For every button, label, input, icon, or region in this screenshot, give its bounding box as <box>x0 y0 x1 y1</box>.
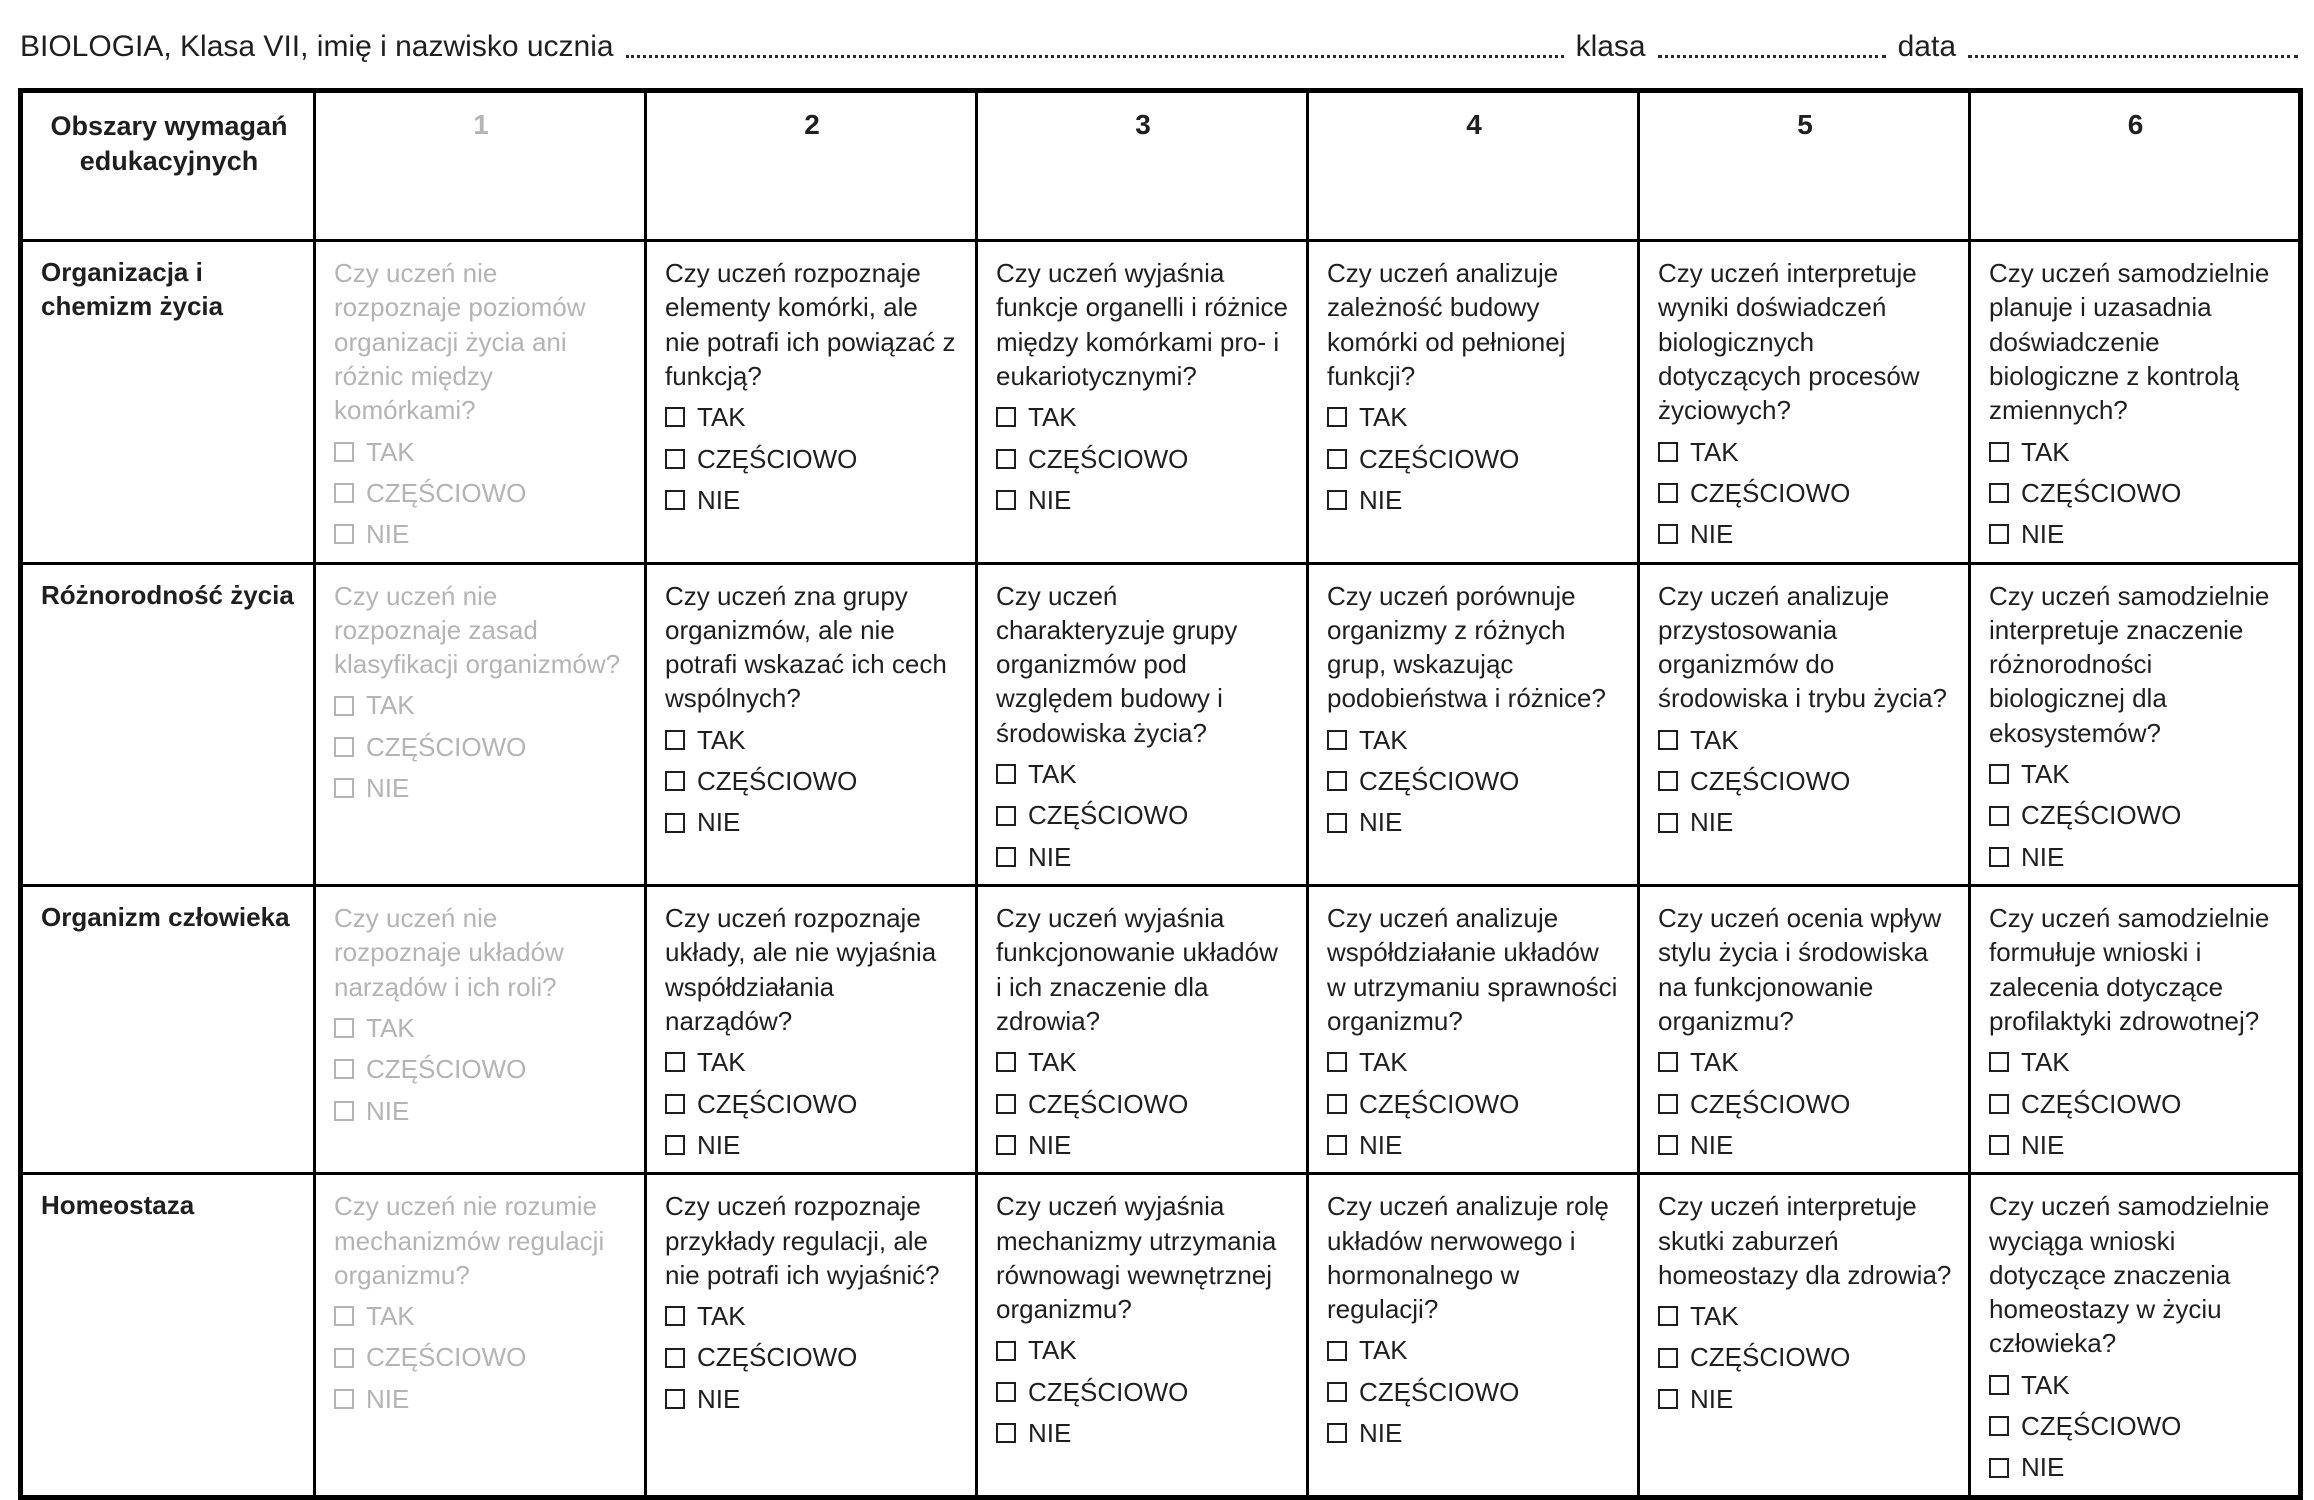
checkbox-option-czesciowo <box>1658 764 1952 798</box>
checkbox-czesciowo[interactable] <box>1658 771 1678 791</box>
criterion-cell <box>1308 1174 1639 1498</box>
checkbox-nie[interactable] <box>665 490 685 510</box>
checkbox-label: CZĘŚCIOWO <box>1359 1376 1520 1407</box>
checkbox-nie[interactable] <box>665 1135 685 1155</box>
checkbox-label: NIE <box>2021 1452 2065 1483</box>
checkbox-option-tak <box>334 688 628 722</box>
cell-question: Czy uczeń analizuje współdziałanie układów w utrzymaniu sprawności organizmu? <box>1327 903 1618 1036</box>
checkbox-tak <box>334 696 354 716</box>
checkbox-label: CZĘŚCIOWO <box>366 731 527 762</box>
checkbox-tak[interactable] <box>665 407 685 427</box>
checkbox-tak[interactable] <box>996 1052 1016 1072</box>
checkbox-czesciowo[interactable] <box>665 771 685 791</box>
checkbox-option-nie <box>1327 805 1621 839</box>
checkbox-option-czesciowo <box>334 476 628 510</box>
checkbox-label: CZĘŚCIOWO <box>2021 800 2182 831</box>
checkbox-label: TAK <box>2021 1369 2070 1400</box>
checkbox-option-czesciowo <box>1327 442 1621 476</box>
checkbox-label: TAK <box>2021 759 2070 790</box>
checkbox-option-tak <box>996 1333 1290 1367</box>
checkbox-label: NIE <box>1028 841 1072 872</box>
checkbox-option-nie <box>665 1382 959 1416</box>
checkbox-czesciowo[interactable] <box>996 1382 1016 1402</box>
level-header-2: 2 <box>646 91 977 241</box>
checkbox-tak[interactable] <box>1658 442 1678 462</box>
checkbox-label: NIE <box>1690 807 1734 838</box>
checkbox-tak[interactable] <box>1989 442 2009 462</box>
level-header-1: 1 <box>315 91 646 241</box>
row-label: Organizacja i chemizm życia <box>21 241 315 564</box>
checkbox-option-nie <box>665 1128 959 1162</box>
cell-question: Czy uczeń samodzielnie formułuje wnioski i zalecenia dotyczące profilaktyki zdrowotnej? <box>1989 903 2270 1036</box>
checkbox-czesciowo[interactable] <box>665 449 685 469</box>
checkbox-nie[interactable] <box>1327 1423 1347 1443</box>
checkbox-label: CZĘŚCIOWO <box>1359 443 1520 474</box>
checkbox-option-nie <box>1658 517 1952 551</box>
checkbox-option-tak <box>334 1299 628 1333</box>
criterion-cell <box>1970 563 2301 886</box>
checkbox-option-tak <box>334 1011 628 1045</box>
criterion-cell <box>1970 1174 2301 1498</box>
cell-question: Czy uczeń nie rozumie mechanizmów regulacji organizmu? <box>334 1191 605 1290</box>
checkbox-option-czesciowo <box>1658 1340 1952 1374</box>
checkbox-label: CZĘŚCIOWO <box>1690 1088 1851 1119</box>
criterion-cell <box>1639 1174 1970 1498</box>
page-title: BIOLOGIA, Klasa VII, imię i nazwisko ucznia <box>20 30 614 63</box>
checkbox-option-nie <box>996 1128 1290 1162</box>
checkbox-nie <box>334 778 354 798</box>
checkbox-tak <box>334 442 354 462</box>
cell-question: Czy uczeń analizuje przystosowania organizmów do środowiska i trybu życia? <box>1658 580 1947 714</box>
checkbox-option-czesciowo <box>996 1087 1290 1121</box>
checkbox-option-nie <box>1989 1450 2282 1484</box>
checkbox-option-tak <box>665 1299 959 1333</box>
checkbox-tak[interactable] <box>1327 730 1347 750</box>
checkbox-tak[interactable] <box>996 764 1016 784</box>
checkbox-label: TAK <box>366 690 415 721</box>
checkbox-label: NIE <box>1028 1418 1072 1449</box>
criterion-cell <box>1970 886 2301 1174</box>
checkbox-tak[interactable] <box>1658 730 1678 750</box>
checkbox-label: TAK <box>1359 402 1408 433</box>
checkbox-label: NIE <box>1690 1129 1734 1160</box>
checkbox-tak[interactable] <box>1989 1375 2009 1395</box>
criterion-cell <box>1639 563 1970 886</box>
checkbox-option-tak <box>665 400 959 434</box>
checkbox-option-tak <box>1989 1368 2282 1402</box>
cell-question: Czy uczeń wyjaśnia funkcje organelli i różnice między komórkami pro- i eukariotycznymi? <box>996 258 1288 391</box>
checkbox-label: CZĘŚCIOWO <box>697 1342 858 1373</box>
checkbox-label: NIE <box>366 1383 410 1414</box>
checkbox-label: NIE <box>2021 519 2065 550</box>
checkbox-option-tak <box>996 400 1290 434</box>
checkbox-label: CZĘŚCIOWO <box>1359 766 1520 797</box>
criterion-cell <box>1308 563 1639 886</box>
checkbox-label: TAK <box>697 1047 746 1078</box>
checkbox-label: TAK <box>1690 1301 1739 1332</box>
checkbox-label: NIE <box>1359 1129 1403 1160</box>
cell-question: Czy uczeń interpretuje wyniki doświadczeń biologicznych dotyczących procesów życiowych? <box>1658 258 1920 426</box>
checkbox-tak[interactable] <box>665 730 685 750</box>
checkbox-label: CZĘŚCIOWO <box>1028 800 1189 831</box>
checkbox-option-czesciowo <box>1989 476 2282 510</box>
checkbox-label: TAK <box>366 1012 415 1043</box>
checkbox-option-czesciowo <box>1658 476 1952 510</box>
checkbox-option-nie <box>1989 840 2282 874</box>
checkbox-option-tak <box>665 723 959 757</box>
checkbox-option-tak <box>1658 435 1952 469</box>
level-header-3: 3 <box>977 91 1308 241</box>
klasa-label: klasa <box>1575 30 1646 63</box>
checkbox-nie[interactable] <box>1658 1135 1678 1155</box>
checkbox-option-czesciowo <box>1989 798 2282 832</box>
checkbox-label: CZĘŚCIOWO <box>2021 1411 2182 1442</box>
checkbox-label: CZĘŚCIOWO <box>366 1342 527 1373</box>
checkbox-nie[interactable] <box>1658 813 1678 833</box>
checkbox-label: CZĘŚCIOWO <box>1690 766 1851 797</box>
checkbox-label: CZĘŚCIOWO <box>1028 1088 1189 1119</box>
checkbox-label: CZĘŚCIOWO <box>697 766 858 797</box>
checkbox-option-czesciowo <box>996 798 1290 832</box>
checkbox-label: NIE <box>1359 484 1403 515</box>
checkbox-tak[interactable] <box>665 1052 685 1072</box>
checkbox-label: CZĘŚCIOWO <box>366 1054 527 1085</box>
checkbox-option-czesciowo <box>665 1340 959 1374</box>
checkbox-label: CZĘŚCIOWO <box>1690 477 1851 508</box>
checkbox-czesciowo[interactable] <box>665 1094 685 1114</box>
checkbox-label: NIE <box>2021 1129 2065 1160</box>
checkbox-nie[interactable] <box>665 1389 685 1409</box>
checkbox-option-tak <box>996 757 1290 791</box>
checkbox-nie[interactable] <box>1658 1389 1678 1409</box>
checkbox-label: CZĘŚCIOWO <box>1690 1342 1851 1373</box>
table-row <box>21 886 2301 1174</box>
checkbox-label: CZĘŚCIOWO <box>1028 1376 1189 1407</box>
checkbox-czesciowo <box>334 1059 354 1079</box>
criterion-cell <box>977 1174 1308 1498</box>
checkbox-tak[interactable] <box>1989 764 2009 784</box>
student-name-fill-line <box>626 55 1564 58</box>
criterion-cell <box>315 563 646 886</box>
checkbox-nie <box>334 524 354 544</box>
checkbox-option-nie <box>1327 1416 1621 1450</box>
checkbox-label: NIE <box>1028 484 1072 515</box>
checkbox-label: TAK <box>1690 1047 1739 1078</box>
checkbox-label: CZĘŚCIOWO <box>2021 477 2182 508</box>
checkbox-label: CZĘŚCIOWO <box>697 1088 858 1119</box>
checkbox-option-nie <box>1658 1382 1952 1416</box>
checkbox-tak[interactable] <box>1327 1341 1347 1361</box>
checkbox-option-tak <box>1989 435 2282 469</box>
checkbox-label: CZĘŚCIOWO <box>366 477 527 508</box>
checkbox-nie[interactable] <box>996 847 1016 867</box>
cell-question: Czy uczeń charakteryzuje grupy organizmów pod względem budowy i środowiska życia? <box>996 580 1238 748</box>
criterion-cell <box>646 1174 977 1498</box>
level-header-5: 5 <box>1639 91 1970 241</box>
checkbox-option-tak <box>1989 757 2282 791</box>
checkbox-tak[interactable] <box>1989 1052 2009 1072</box>
checkbox-option-czesciowo <box>1658 1087 1952 1121</box>
cell-question: Czy uczeń analizuje zależność budowy komórki od pełnionej funkcji? <box>1327 258 1566 391</box>
checkbox-tak[interactable] <box>665 1306 685 1326</box>
checkbox-label: TAK <box>697 1301 746 1332</box>
checkbox-nie[interactable] <box>996 490 1016 510</box>
checkbox-czesciowo[interactable] <box>996 806 1016 826</box>
checkbox-option-nie <box>1989 517 2282 551</box>
row-label: Organizm człowieka <box>21 886 315 1174</box>
checkbox-option-nie <box>996 483 1290 517</box>
checkbox-czesciowo[interactable] <box>1989 483 2009 503</box>
checkbox-czesciowo[interactable] <box>1327 1094 1347 1114</box>
criterion-cell <box>315 1174 646 1498</box>
data-label: data <box>1897 30 1956 63</box>
criterion-cell <box>646 241 977 564</box>
checkbox-option-tak <box>1327 400 1621 434</box>
checkbox-label: CZĘŚCIOWO <box>1359 1088 1520 1119</box>
checkbox-label: TAK <box>2021 1047 2070 1078</box>
checkbox-option-nie <box>334 771 628 805</box>
cell-question: Czy uczeń samodzielnie interpretuje znaczenie różnorodności biologicznej dla ekosystemów? <box>1989 580 2270 748</box>
checkbox-label: NIE <box>366 519 410 550</box>
cell-question: Czy uczeń samodzielnie planuje i uzasadnia doświadczenie biologiczne z kontrolą zmiennych? <box>1989 258 2270 426</box>
cell-question: Czy uczeń nie rozpoznaje poziomów organizacji życia ani różnic między komórkami? <box>334 258 586 426</box>
checkbox-label: NIE <box>697 1129 741 1160</box>
checkbox-option-tak <box>1327 723 1621 757</box>
criterion-cell <box>1639 241 1970 564</box>
checkbox-label: NIE <box>366 1095 410 1126</box>
checkbox-option-nie <box>996 1416 1290 1450</box>
checkbox-label: NIE <box>1359 807 1403 838</box>
checkbox-tak[interactable] <box>1658 1306 1678 1326</box>
checkbox-option-czesciowo <box>1327 764 1621 798</box>
checkbox-tak[interactable] <box>996 407 1016 427</box>
checkbox-nie[interactable] <box>1989 1458 2009 1478</box>
checkbox-option-czesciowo <box>1327 1087 1621 1121</box>
checkbox-option-nie <box>334 1094 628 1128</box>
corner-header: Obszary wymagań edukacyjnych <box>21 91 315 241</box>
checkbox-option-tak <box>1989 1045 2282 1079</box>
criterion-cell <box>977 241 1308 564</box>
row-label: Różnorodność życia <box>21 563 315 886</box>
checkbox-label: NIE <box>1359 1418 1403 1449</box>
cell-question: Czy uczeń rozpoznaje układy, ale nie wyjaśnia współdziałania narządów? <box>665 903 937 1036</box>
checkbox-label: NIE <box>1028 1129 1072 1160</box>
checkbox-czesciowo[interactable] <box>1989 1094 2009 1114</box>
checkbox-option-tak <box>665 1045 959 1079</box>
cell-question: Czy uczeń nie rozpoznaje zasad klasyfikacji organizmów? <box>334 580 621 680</box>
criterion-cell <box>1970 241 2301 564</box>
checkbox-nie[interactable] <box>1327 1135 1347 1155</box>
checkbox-czesciowo <box>334 483 354 503</box>
cell-question: Czy uczeń wyjaśnia funkcjonowanie układów i ich znaczenie dla zdrowia? <box>996 903 1278 1036</box>
cell-question: Czy uczeń samodzielnie wyciąga wnioski dotyczące znaczenia homeostazy w życiu człowieka? <box>1989 1191 2270 1359</box>
checkbox-tak[interactable] <box>1658 1052 1678 1072</box>
checkbox-label: NIE <box>2021 841 2065 872</box>
checkbox-czesciowo <box>334 737 354 757</box>
cell-question: Czy uczeń ocenia wpływ stylu życia i środowiska na funkcjonowanie organizmu? <box>1658 903 1942 1036</box>
criterion-cell <box>977 563 1308 886</box>
level-header-6: 6 <box>1970 91 2301 241</box>
checkbox-label: NIE <box>697 807 741 838</box>
checkbox-option-nie <box>1989 1128 2282 1162</box>
checkbox-tak <box>334 1018 354 1038</box>
checkbox-czesciowo[interactable] <box>1327 449 1347 469</box>
checkbox-option-czesciowo <box>996 442 1290 476</box>
checkbox-czesciowo <box>334 1348 354 1368</box>
checkbox-option-nie <box>1327 483 1621 517</box>
cell-question: Czy uczeń analizuje rolę układów nerwowego i hormonalnego w regulacji? <box>1327 1191 1609 1325</box>
checkbox-tak[interactable] <box>1327 1052 1347 1072</box>
checkbox-option-nie <box>996 840 1290 874</box>
cell-question: Czy uczeń interpretuje skutki zaburzeń homeostazy dla zdrowia? <box>1658 1191 1952 1290</box>
checkbox-nie[interactable] <box>665 813 685 833</box>
checkbox-option-czesciowo <box>1989 1409 2282 1443</box>
checkbox-option-czesciowo <box>334 730 628 764</box>
checkbox-label: TAK <box>1359 1047 1408 1078</box>
checkbox-option-czesciowo <box>996 1375 1290 1409</box>
checkbox-tak[interactable] <box>1327 407 1347 427</box>
cell-question: Czy uczeń rozpoznaje przykłady regulacji, ale nie potrafi ich wyjaśnić? <box>665 1191 940 1290</box>
checkbox-option-tak <box>1327 1333 1621 1367</box>
checkbox-label: TAK <box>366 1301 415 1332</box>
row-label: Homeostaza <box>21 1174 315 1498</box>
klasa-fill-line <box>1658 55 1886 58</box>
level-header-4: 4 <box>1308 91 1639 241</box>
checkbox-label: TAK <box>1028 1047 1077 1078</box>
checkbox-nie[interactable] <box>1327 813 1347 833</box>
checkbox-czesciowo[interactable] <box>1658 483 1678 503</box>
checkbox-label: TAK <box>1359 1335 1408 1366</box>
checkbox-nie[interactable] <box>1989 1135 2009 1155</box>
table-row <box>21 563 2301 886</box>
checkbox-label: CZĘŚCIOWO <box>2021 1088 2182 1119</box>
checkbox-label: NIE <box>697 1383 741 1414</box>
checkbox-label: TAK <box>1028 402 1077 433</box>
checkbox-czesciowo[interactable] <box>665 1348 685 1368</box>
criterion-cell <box>1308 886 1639 1174</box>
criterion-cell <box>1308 241 1639 564</box>
checkbox-option-tak <box>996 1045 1290 1079</box>
checkbox-label: NIE <box>366 773 410 804</box>
rubric-table <box>18 88 2303 1500</box>
checkbox-label: TAK <box>1690 436 1739 467</box>
checkbox-nie[interactable] <box>1658 524 1678 544</box>
checkbox-label: TAK <box>1690 724 1739 755</box>
table-header-row <box>21 91 2301 241</box>
checkbox-option-czesciowo <box>1989 1087 2282 1121</box>
checkbox-option-tak <box>1658 1045 1952 1079</box>
checkbox-czesciowo[interactable] <box>996 449 1016 469</box>
cell-question: Czy uczeń nie rozpoznaje układów narządów i ich roli? <box>334 903 564 1002</box>
checkbox-czesciowo[interactable] <box>1327 1382 1347 1402</box>
checkbox-czesciowo[interactable] <box>1658 1094 1678 1114</box>
checkbox-czesciowo[interactable] <box>1989 806 2009 826</box>
checkbox-label: TAK <box>697 724 746 755</box>
checkbox-nie <box>334 1389 354 1409</box>
checkbox-czesciowo[interactable] <box>1989 1416 2009 1436</box>
checkbox-nie[interactable] <box>996 1423 1016 1443</box>
checkbox-option-czesciowo <box>665 442 959 476</box>
cell-question: Czy uczeń porównuje organizmy z różnych grup, wskazując podobieństwa i różnice? <box>1327 580 1606 714</box>
criterion-cell <box>646 563 977 886</box>
checkbox-label: NIE <box>697 484 741 515</box>
checkbox-nie[interactable] <box>1989 847 2009 867</box>
checkbox-option-tak <box>1658 723 1952 757</box>
criterion-cell <box>315 241 646 564</box>
checkbox-nie[interactable] <box>996 1135 1016 1155</box>
criterion-cell <box>315 886 646 1174</box>
cell-question: Czy uczeń rozpoznaje elementy komórki, ale nie potrafi ich powiązać z funkcją? <box>665 258 956 391</box>
checkbox-label: NIE <box>1690 1383 1734 1414</box>
checkbox-tak[interactable] <box>996 1341 1016 1361</box>
checkbox-label: TAK <box>2021 436 2070 467</box>
checkbox-label: CZĘŚCIOWO <box>697 443 858 474</box>
cell-question: Czy uczeń wyjaśnia mechanizmy utrzymania równowagi wewnętrznej organizmu? <box>996 1191 1277 1325</box>
checkbox-option-czesciowo <box>1327 1375 1621 1409</box>
checkbox-option-czesciowo <box>665 1087 959 1121</box>
checkbox-label: NIE <box>1690 519 1734 550</box>
checkbox-label: CZĘŚCIOWO <box>1028 443 1189 474</box>
checkbox-option-nie <box>1327 1128 1621 1162</box>
checkbox-label: TAK <box>366 436 415 467</box>
checkbox-option-nie <box>334 1382 628 1416</box>
checkbox-option-tak <box>334 435 628 469</box>
checkbox-czesciowo[interactable] <box>1658 1348 1678 1368</box>
table-row <box>21 1174 2301 1498</box>
checkbox-option-nie <box>1658 1128 1952 1162</box>
checkbox-czesciowo[interactable] <box>996 1094 1016 1114</box>
checkbox-option-nie <box>665 483 959 517</box>
cell-question: Czy uczeń zna grupy organizmów, ale nie potrafi wskazać ich cech wspólnych? <box>665 580 947 714</box>
criterion-cell <box>646 886 977 1174</box>
checkbox-label: TAK <box>1359 724 1408 755</box>
checkbox-option-nie <box>1658 805 1952 839</box>
checkbox-option-nie <box>665 805 959 839</box>
checkbox-option-tak <box>1658 1299 1952 1333</box>
checkbox-option-czesciowo <box>665 764 959 798</box>
checkbox-nie <box>334 1101 354 1121</box>
checkbox-label: TAK <box>1028 1335 1077 1366</box>
checkbox-option-nie <box>334 517 628 551</box>
data-fill-line <box>1968 55 2298 58</box>
document-header <box>20 20 2298 64</box>
checkbox-label: TAK <box>1028 759 1077 790</box>
checkbox-czesciowo[interactable] <box>1327 771 1347 791</box>
checkbox-option-tak <box>1327 1045 1621 1079</box>
table-row <box>21 241 2301 564</box>
checkbox-nie[interactable] <box>1989 524 2009 544</box>
checkbox-label: TAK <box>697 402 746 433</box>
criterion-cell <box>977 886 1308 1174</box>
checkbox-nie[interactable] <box>1327 490 1347 510</box>
checkbox-tak <box>334 1306 354 1326</box>
criterion-cell <box>1639 886 1970 1174</box>
checkbox-option-czesciowo <box>334 1340 628 1374</box>
checkbox-option-czesciowo <box>334 1052 628 1086</box>
